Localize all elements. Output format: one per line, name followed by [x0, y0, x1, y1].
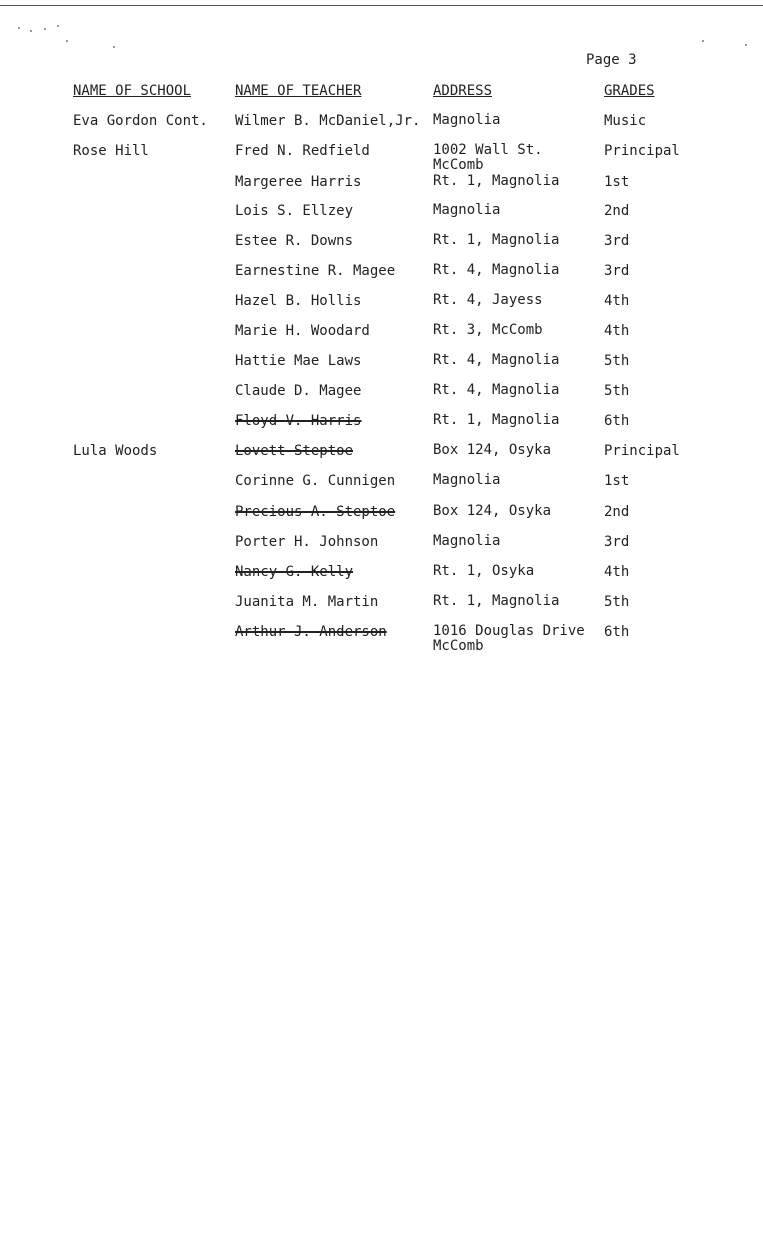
grade-cell: Principal: [604, 443, 680, 459]
teacher-cell: Wilmer B. McDaniel,Jr.: [235, 113, 421, 129]
scan-speck: [44, 28, 46, 30]
grade-cell: 5th: [604, 353, 630, 369]
address-line-1: Magnolia: [433, 472, 501, 488]
teacher-cell: Floyd V. Harris: [235, 413, 362, 429]
teacher-cell: Hattie Mae Laws: [235, 353, 362, 369]
teacher-cell: Margeree Harris: [235, 174, 362, 190]
teacher-cell: Hazel B. Hollis: [235, 293, 362, 309]
address-line-1: Magnolia: [433, 533, 501, 549]
address-cell: [433, 594, 559, 609]
table-row: [0, 113, 763, 143]
teacher-cell: Lois S. Ellzey: [235, 203, 354, 219]
table-row: [0, 353, 763, 383]
grade-cell: 4th: [604, 293, 630, 309]
grade-cell: 3rd: [604, 233, 630, 249]
address-line-1: Rt. 1, Magnolia: [433, 173, 560, 189]
teacher-cell: Marie H. Woodard: [235, 323, 370, 339]
teacher-cell: Fred N. Redfield: [235, 143, 370, 159]
table-row: [0, 473, 763, 503]
scan-speck: [18, 27, 20, 29]
address-cell: [433, 263, 559, 278]
school-cell: Lula Woods: [73, 443, 158, 459]
grade-cell: 6th: [604, 624, 630, 640]
address-line-1: Rt. 3, McComb: [433, 322, 543, 338]
address-line-2: McComb: [433, 638, 484, 654]
address-cell: [433, 113, 500, 128]
grade-cell: 2nd: [604, 203, 630, 219]
address-line-1: Box 124, Osyka: [433, 503, 552, 519]
address-cell: [433, 233, 559, 248]
table-row: [0, 564, 763, 594]
table-row: [0, 233, 763, 263]
table-row: [0, 383, 763, 413]
scan-speck: [66, 40, 68, 42]
table-row: [0, 203, 763, 233]
address-cell: [433, 413, 559, 428]
address-cell: [433, 564, 534, 579]
table-row: [0, 174, 763, 204]
teacher-cell: Claude D. Magee: [235, 383, 362, 399]
table-row: [0, 624, 763, 654]
address-cell: [433, 174, 559, 189]
page-top-edge: [0, 5, 763, 6]
teacher-cell: Lovett Steptoe: [235, 443, 354, 459]
address-cell: [433, 443, 551, 458]
grade-cell: 6th: [604, 413, 630, 429]
page-number: Page 3: [586, 52, 637, 68]
teacher-cell: Arthur J. Anderson: [235, 624, 387, 640]
address-cell: [433, 293, 543, 308]
header-teacher: NAME OF TEACHER: [235, 83, 362, 99]
address-line-1: Rt. 4, Magnolia: [433, 382, 560, 398]
table-row: [0, 534, 763, 564]
address-line-1: Magnolia: [433, 112, 501, 128]
address-cell: [433, 143, 543, 173]
address-cell: [433, 473, 500, 488]
address-cell: [433, 504, 551, 519]
table-row: [0, 293, 763, 323]
grade-cell: 4th: [604, 323, 630, 339]
header-school: NAME OF SCHOOL: [73, 83, 192, 99]
address-cell: [433, 624, 585, 654]
address-line-1: Rt. 4, Magnolia: [433, 262, 560, 278]
table-row: [0, 594, 763, 624]
scan-speck: [745, 44, 747, 46]
school-cell: Rose Hill: [73, 143, 149, 159]
teacher-cell: Nancy G. Kelly: [235, 564, 354, 580]
address-line-1: Rt. 4, Jayess: [433, 292, 543, 308]
address-line-1: Rt. 1, Magnolia: [433, 412, 560, 428]
header-grades: GRADES: [604, 83, 655, 99]
teacher-cell: Earnestine R. Magee: [235, 263, 396, 279]
grade-cell: 1st: [604, 174, 630, 190]
school-cell: Eva Gordon Cont.: [73, 113, 208, 129]
address-cell: [433, 534, 500, 549]
grade-cell: 1st: [604, 473, 630, 489]
address-line-1: 1016 Douglas Drive: [433, 623, 585, 639]
scan-speck: [113, 46, 115, 48]
grade-cell: Principal: [604, 143, 680, 159]
address-line-1: Rt. 1, Magnolia: [433, 593, 560, 609]
scan-speck: [702, 40, 704, 42]
table-row: [0, 143, 763, 173]
teacher-cell: Precious A. Steptoe: [235, 504, 396, 520]
header-address: ADDRESS: [433, 83, 493, 99]
grade-cell: 3rd: [604, 534, 630, 550]
address-cell: [433, 203, 500, 218]
address-cell: [433, 383, 559, 398]
grade-cell: 5th: [604, 594, 630, 610]
address-cell: [433, 323, 543, 338]
grade-cell: Music: [604, 113, 647, 129]
address-line-1: Rt. 1, Magnolia: [433, 232, 560, 248]
address-line-2: McComb: [433, 157, 484, 173]
grade-cell: 5th: [604, 383, 630, 399]
grade-cell: 3rd: [604, 263, 630, 279]
scan-speck: [57, 25, 59, 27]
teacher-cell: Corinne G. Cunnigen: [235, 473, 396, 489]
teacher-cell: Porter H. Johnson: [235, 534, 379, 550]
grade-cell: 2nd: [604, 504, 630, 520]
address-cell: [433, 353, 559, 368]
table-row: [0, 413, 763, 443]
address-line-1: Magnolia: [433, 202, 501, 218]
grade-cell: 4th: [604, 564, 630, 580]
teacher-cell: Juanita M. Martin: [235, 594, 379, 610]
table-row: [0, 263, 763, 293]
table-row: [0, 443, 763, 473]
address-line-1: Rt. 1, Osyka: [433, 563, 535, 579]
address-line-1: 1002 Wall St.: [433, 142, 543, 158]
address-line-1: Rt. 4, Magnolia: [433, 352, 560, 368]
scan-speck: [30, 30, 32, 32]
table-row: [0, 323, 763, 353]
table-row: [0, 504, 763, 534]
teacher-cell: Estee R. Downs: [235, 233, 354, 249]
address-line-1: Box 124, Osyka: [433, 442, 552, 458]
